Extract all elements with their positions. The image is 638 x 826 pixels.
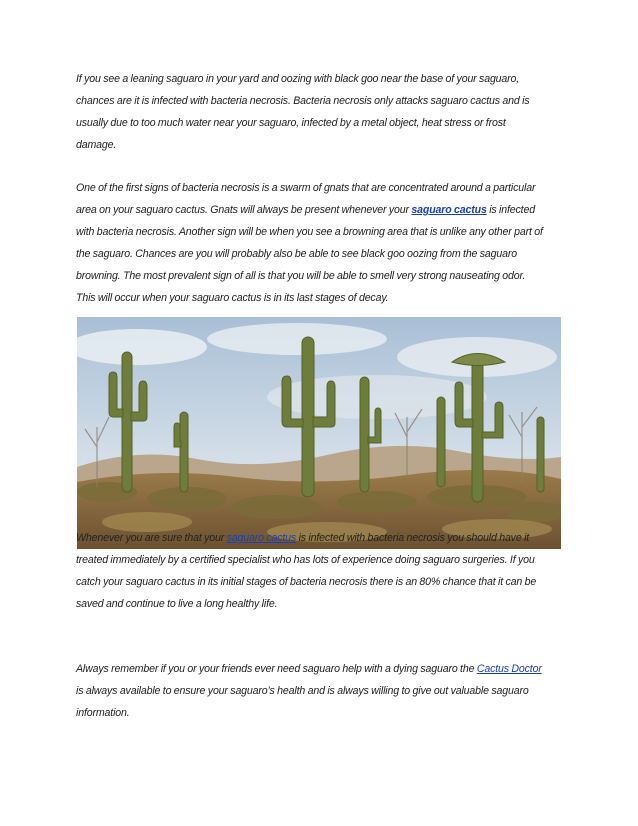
text-run: is infected with bacteria necrosis you should have it (296, 532, 530, 544)
paragraph-line: saved and continue to live a long healthy life. (76, 598, 278, 610)
saguaro-cactus-link[interactable]: saguaro cactus (226, 532, 297, 544)
paragraph-line: browning. The most prevalent sign of all is that you will be able to smell very strong nauseating odor. (76, 270, 526, 282)
paragraph-line: information. (76, 707, 130, 719)
paragraph-line: catch your saguaro cactus in its initial stages of bacteria necrosis there is an 80% chance that it can be (76, 576, 537, 588)
paragraph-cactus-doctor (76, 658, 566, 724)
text-run: Whenever you are sure that your (76, 532, 227, 544)
paragraph-line: treated immediately by a certified specialist who has lots of experience doing saguaro surgeries. If you (76, 554, 535, 566)
saguaro-desert-photo (77, 317, 561, 549)
paragraph-treatment (76, 527, 566, 615)
saguaro-cactus-link[interactable]: saguaro cactus (411, 204, 487, 216)
paragraph-line: One of the first signs of bacteria necrosis is a swarm of gnats that are concentrated around a particular (76, 182, 536, 194)
paragraph-line: with bacteria necrosis. Another sign will be when you see a browning area that is unlike any other part of (76, 226, 543, 238)
paragraph-line: the saguaro. Chances are you will probably also be able to see black goo oozing from the saguaro (76, 248, 518, 260)
text-run: area on your saguaro cactus. Gnats will always be present whenever your (76, 204, 412, 216)
paragraph-line: If you see a leaning saguaro in your yard and oozing with black goo near the base of your saguaro, (76, 73, 520, 85)
cactus-doctor-link[interactable]: Cactus Doctor (476, 663, 542, 675)
paragraph-intro (76, 68, 566, 156)
paragraph-line (76, 199, 566, 221)
text-run: is infected (486, 204, 535, 216)
paragraph-first-signs (76, 177, 566, 309)
paragraph-line (76, 527, 566, 549)
paragraph-line: chances are it is infected with bacteria necrosis. Bacteria necrosis only attacks saguaro cactus and is (76, 95, 530, 107)
paragraph-line: damage. (76, 139, 117, 151)
paragraph-line (76, 658, 566, 680)
text-run: Always remember if you or your friends ever need saguaro help with a dying saguaro the (76, 663, 477, 675)
paragraph-line: is always available to ensure your saguaro’s health and is always willing to give out valuable saguaro (76, 685, 529, 697)
paragraph-line: This will occur when your saguaro cactus is in its last stages of decay. (76, 292, 389, 304)
paragraph-line: usually due to too much water near your saguaro, infected by a metal object, heat stress or frost (76, 117, 506, 129)
